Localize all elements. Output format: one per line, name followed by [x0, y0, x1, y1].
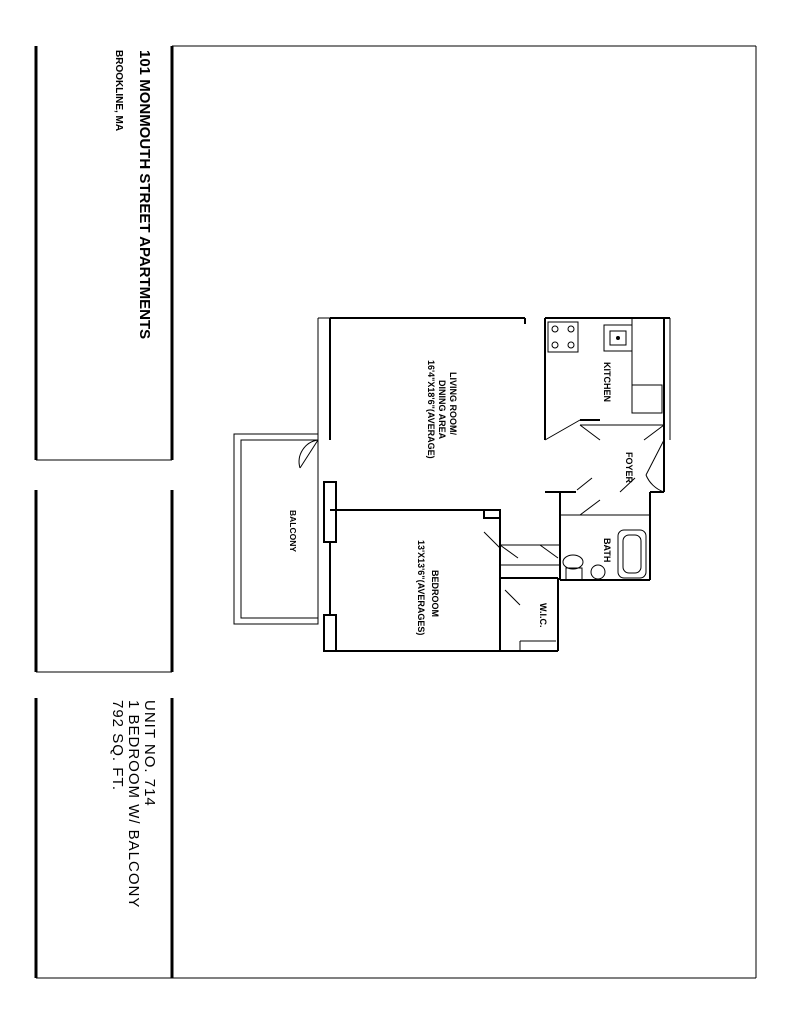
unit-type: 1 BEDROOM W/ BALCONY	[125, 700, 142, 909]
room-labels	[288, 360, 634, 635]
bedroom-dimensions: 13'X13'6"(AVERAGES)	[416, 540, 426, 636]
bath-label: BATH	[602, 538, 612, 563]
unit-area: 792 SQ. FT.	[109, 700, 126, 792]
kitchen-label: KITCHEN	[602, 362, 612, 402]
unit-number: UNIT NO. 714	[141, 700, 158, 807]
foyer-label: FOYER	[624, 452, 634, 484]
bedroom-label: BEDROOM	[430, 570, 440, 617]
living-label-2: DINING AREA	[437, 380, 447, 440]
living-label-1: LIVING ROOM/	[448, 372, 458, 435]
living-dimensions: 16'4"X18'6"(AVERAGE)	[426, 360, 436, 459]
location-text: BROOKLINE, MA	[113, 50, 124, 132]
building-name: 101 MONMOUTH STREET APARTMENTS	[136, 50, 153, 340]
balcony-label: BALCONY	[288, 510, 298, 553]
wic-label: W.I.C.	[538, 603, 548, 628]
